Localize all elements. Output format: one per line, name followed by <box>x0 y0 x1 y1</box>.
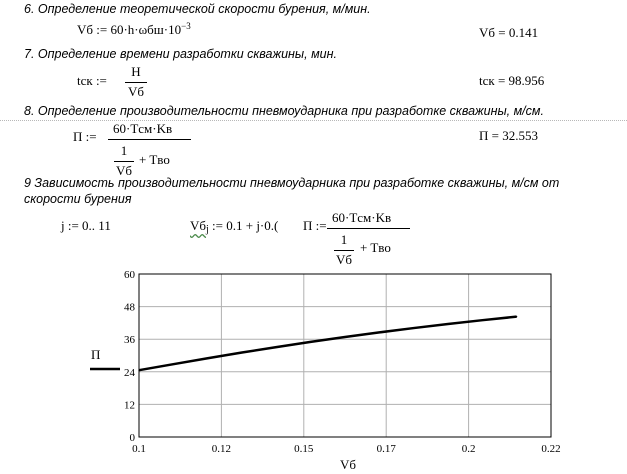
productivity-formula-inner-fraction: 1 Vб <box>115 143 132 178</box>
velocity-formula-lhs: Vб <box>77 22 94 37</box>
time-formula-lhs: tск := <box>77 73 107 88</box>
time-formula-denominator: Vб <box>127 84 144 99</box>
data-point <box>516 316 517 317</box>
velocity-result: Vб = 0.141 <box>479 25 539 40</box>
x-tick-label: 0.15 <box>294 443 314 455</box>
velocity-range-rhs: := 0.1 + j·0.( <box>208 218 279 233</box>
productivity-series-line <box>139 317 517 371</box>
y-tick-label: 48 <box>124 301 135 314</box>
velocity-range-lhs: Vб <box>190 218 207 233</box>
x-tick-label: 0.1 <box>132 443 146 455</box>
productivity-formula-lhs: П := <box>73 129 97 144</box>
y-tick-label: 0 <box>129 432 135 444</box>
productivity-range-numerator: 60·Tсм·Kв <box>332 210 392 225</box>
velocity-range-formula <box>190 218 278 234</box>
velocity-formula: Vб := $60\cdot h\cdot\omega бш\cdot 10^{-3}$ <box>77 21 191 37</box>
productivity-range-tail: + Tво <box>360 240 391 255</box>
productivity-range-lhs: П := <box>303 218 327 233</box>
section-9-heading-line1: 9 Зависимость производительности пневмоударника при разработке скважины, м/см от <box>24 176 560 190</box>
velocity-formula-rhs: 60·h·ωбш·10 <box>110 22 182 37</box>
y-tick-label: 24 <box>124 366 135 379</box>
y-axis-label: П <box>91 347 101 362</box>
data-point <box>138 370 139 371</box>
velocity-range-subscript: j <box>206 224 209 235</box>
section-7-heading: 7. Определение времени разработки скважины, мин. <box>24 47 337 61</box>
x-axis-label: Vб <box>340 457 357 472</box>
data-point <box>413 327 414 328</box>
x-tick-label: 0.12 <box>211 443 232 455</box>
plot-frame <box>139 274 551 437</box>
section-8-heading: 8. Определение производительности пневмоударника при разработке скважины, м/см. <box>24 104 544 118</box>
data-point <box>241 352 242 353</box>
data-point <box>482 320 483 321</box>
section-6-heading: 6. Определение теоретической скорости бурения, м/мин. <box>24 2 371 16</box>
x-tick-label: 0.22 <box>541 443 561 455</box>
data-point <box>379 332 380 333</box>
productivity-range-inner-fraction: 1 Vб <box>335 232 352 267</box>
productivity-formula-tail: + Tво <box>139 152 170 167</box>
data-point <box>276 346 277 347</box>
data-point <box>173 364 174 365</box>
time-formula-fraction <box>125 64 147 100</box>
data-point <box>447 323 448 324</box>
time-result: tск = 98.956 <box>479 73 545 88</box>
y-tick-label: 60 <box>124 269 135 281</box>
data-point <box>207 358 208 359</box>
x-tick-label: 0.17 <box>376 443 396 455</box>
x-tick-label: 0.2 <box>461 443 476 455</box>
productivity-result: П = 32.553 <box>479 128 538 143</box>
data-point <box>344 336 345 337</box>
y-tick-label: 36 <box>124 334 135 347</box>
range-definition: j := 0.. 11 <box>61 218 111 233</box>
velocity-formula-exponent: −3 <box>181 21 191 31</box>
productivity-formula-numerator: 60·Tсм·Kв <box>113 121 173 136</box>
section-9-heading-line2: скорости бурения <box>24 192 132 206</box>
time-formula-numerator: H <box>131 64 141 79</box>
data-point <box>310 341 311 342</box>
y-tick-label: 12 <box>124 399 135 412</box>
